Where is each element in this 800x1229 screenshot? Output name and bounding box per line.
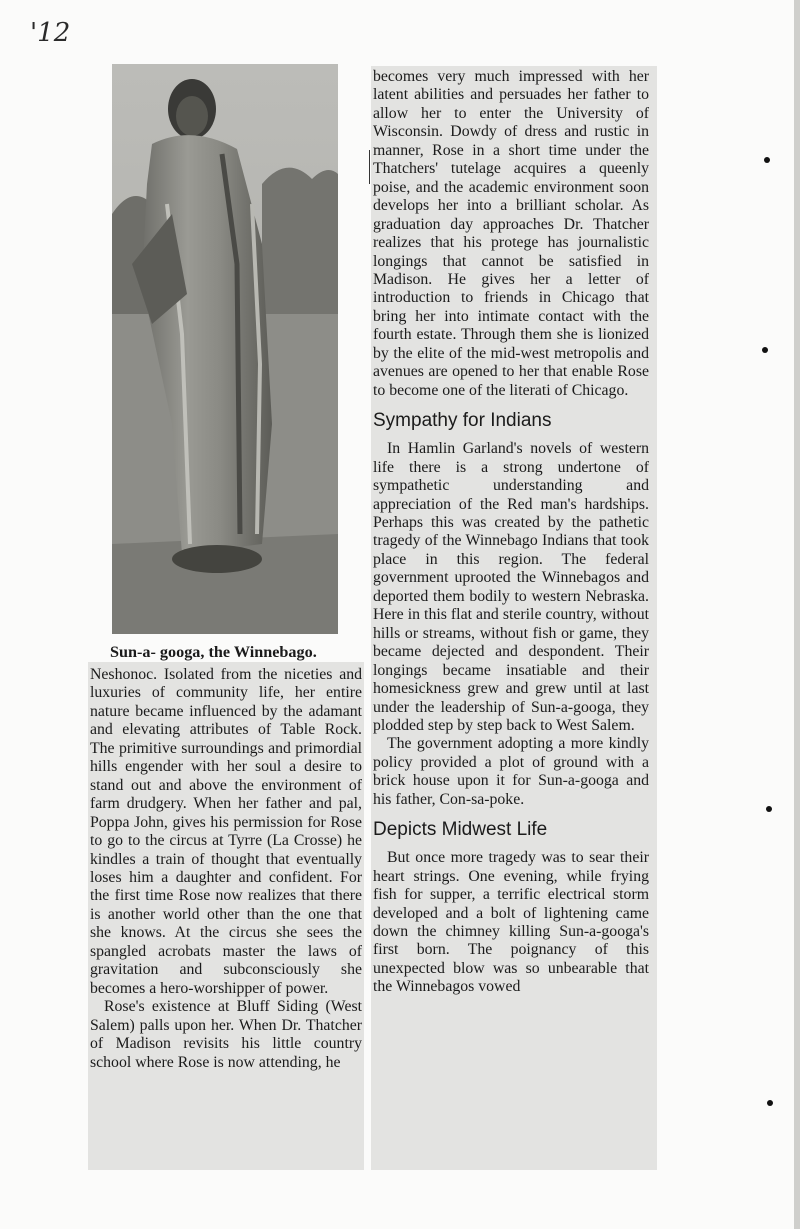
- article-column-right: [373, 68, 649, 997]
- paragraph: Neshonoc. Isolated from the niceties and luxuries of community life, her entire nature became influenced by the adamant and elevating attributes of Table Rock. The primitive surroundings and primordial hills engender with her soul a desire to stand out and above the environment of farm drudgery. When her father and pal, Poppa John, gives his permission for Rose to go to the circus at Tyrre (La Crosse) he kindles a train of thought that eventually loses him a daughter and confident. For the first time Rose now realizes that there is another world other than the one that she knows. At the circus she sees the spangled acrobats master the laws of gravitation and subconsciously she becomes a hero-worshipper of power.: [90, 666, 362, 997]
- punch-hole-mark: [762, 347, 768, 353]
- photo-sun-a-googa: [112, 64, 338, 634]
- photo-caption: Sun-a- googa, the Winnebago.: [110, 643, 317, 661]
- paragraph: becomes very much impressed with her latent abilities and persuades her father to allow her to enter the University of Wisconsin. Dowdy of dress and rustic in manner, Rose in a short time under the Thatchers' tutelage acquires a queenly poise, and the academic environment soon develops her into a brilliant scholar. As graduation day approaches Dr. Thatcher realizes that his protege has journalistic longings that cannot be satisfied in Madison. He gives her a letter of introduction to friends in Chicago that bring her into intimate contact with the fourth estate. Through them she is lionized by the elite of the mid-west metropolis and avenues are opened to her that enable Rose to become one of the literati of Chicago.: [373, 68, 649, 399]
- photo-illustration: [112, 64, 338, 634]
- page-number: '12: [30, 18, 71, 48]
- subheading-midwest: Depicts Midwest Life: [373, 819, 548, 841]
- punch-hole-mark: [767, 1100, 773, 1106]
- subheading-sympathy: Sympathy for Indians: [373, 410, 552, 432]
- paragraph: In Hamlin Garland's novels of western life there is a strong undertone of sympathetic understanding and appreciation of the Red man's hardships. Perhaps this was created by the pathetic tragedy of the Winnebago Indians that took place in this region. The federal government uprooted the Winnebagos and deported them bodily to western Nebraska. Here in this flat and sterile country, without hills or streams, without fish or game, they became dejected and despondent. Their longings became insatiable and their homesickness grew and grew until at last under the leadership of Sun-a-googa, they plodded step by step back to West Salem.: [373, 440, 649, 734]
- margin-mark: [369, 150, 370, 184]
- paragraph: But once more tragedy was to sear their heart strings. One evening, while frying fish for supper, a terrific electrical storm developed and a bolt of lightening came down the chimney killing Sun-a-googa's first born. The poignancy of this unexpected blow was so unbearable that the Winnebagos vowed: [373, 849, 649, 996]
- paragraph: Rose's existence at Bluff Siding (West Salem) palls upon her. When Dr. Thatcher of Madison revisits his little country school where Rose is now attending, he: [90, 998, 362, 1071]
- punch-hole-mark: [764, 157, 770, 163]
- punch-hole-mark: [766, 806, 772, 812]
- article-column-left: [90, 666, 362, 1072]
- scan-edge: [794, 0, 800, 1229]
- paragraph: The government adopting a more kindly policy provided a plot of ground with a brick house upon it for Sun-a-googa and his father, Con-sa-poke.: [373, 735, 649, 808]
